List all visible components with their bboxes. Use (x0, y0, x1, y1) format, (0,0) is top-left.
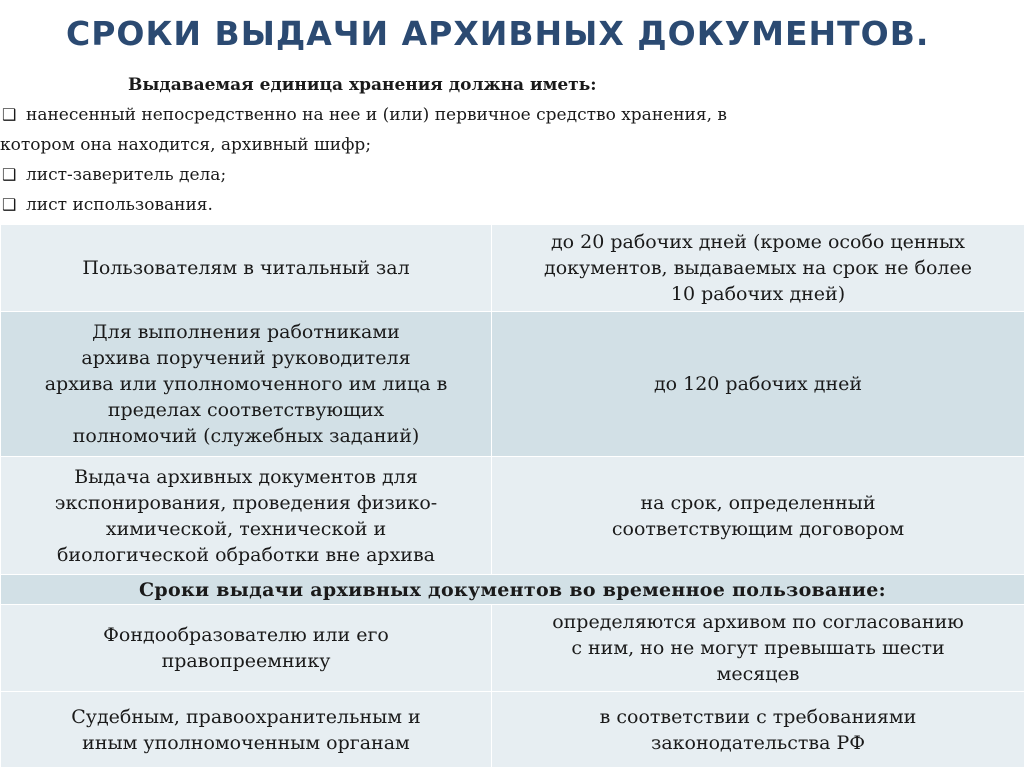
cell-line: на срок, определенный (640, 492, 875, 514)
intro-item-line: лист использования. (26, 195, 213, 215)
cell-line: определяются архивом по согласованию (552, 611, 964, 633)
term-cell (492, 312, 1024, 457)
cell-line: Судебным, правоохранительным и (71, 706, 420, 728)
recipient-cell (1, 457, 492, 575)
intro-lead: Выдаваемая единица хранения должна иметь: (0, 70, 1024, 100)
recipient-cell (1, 312, 492, 457)
checkbox-bullet-icon: ❑ (2, 190, 16, 220)
table-row (1, 692, 1024, 768)
term-cell (492, 225, 1024, 312)
section-heading-row (1, 575, 1024, 605)
intro-item (0, 190, 1024, 220)
term-cell (492, 457, 1024, 575)
cell-line: до 120 рабочих дней (654, 373, 862, 395)
cell-line: месяцев (717, 663, 800, 685)
intro-item-line: котором она находится, архивный шифр; (0, 135, 371, 155)
slide-title: СРОКИ ВЫДАЧИ АРХИВНЫХ ДОКУМЕНТОВ. (66, 14, 1006, 53)
intro-item-line: лист-заверитель дела; (26, 165, 226, 185)
intro-item (0, 160, 1024, 190)
checkbox-bullet-icon: ❑ (2, 160, 16, 190)
cell-line: законодательства РФ (651, 732, 865, 754)
cell-line: до 20 рабочих дней (кроме особо ценных (551, 231, 965, 253)
cell-line: пределах соответствующих (108, 399, 384, 421)
cell-line: Фондообразователю или его (103, 624, 389, 646)
cell-line: полномочий (служебных заданий) (73, 425, 420, 447)
cell-line: архива или уполномоченного им лица в (45, 373, 448, 395)
cell-line: документов, выдаваемых на срок не более (544, 257, 972, 279)
cell-line: Пользователям в читальный зал (82, 257, 409, 279)
cell-line: правопреемнику (162, 650, 331, 672)
table-row (1, 225, 1024, 312)
table-row (1, 457, 1024, 575)
cell-line: иным уполномоченным органам (82, 732, 410, 754)
terms-table (0, 224, 1024, 768)
cell-line: Выдача архивных документов для (74, 466, 417, 488)
intro-item-line: нанесенный непосредственно на нее и (или) первичное средство хранения, в (26, 105, 727, 125)
recipient-cell (1, 605, 492, 692)
intro-block (0, 70, 1024, 220)
cell-line: Для выполнения работниками (92, 321, 400, 343)
recipient-cell (1, 692, 492, 768)
table-row (1, 605, 1024, 692)
term-cell (492, 605, 1024, 692)
cell-line: архива поручений руководителя (81, 347, 410, 369)
cell-line: биологической обработки вне архива (57, 544, 435, 566)
checkbox-bullet-icon: ❑ (2, 100, 16, 130)
cell-line: химической, технической и (106, 518, 386, 540)
cell-line: 10 рабочих дней) (671, 283, 845, 305)
table-row (1, 312, 1024, 457)
recipient-cell (1, 225, 492, 312)
cell-line: с ним, но не могут превышать шести (571, 637, 944, 659)
cell-line: в соответствии с требованиями (600, 706, 917, 728)
section-heading: Сроки выдачи архивных документов во временное пользование: (1, 575, 1024, 605)
cell-line: соответствующим договором (612, 518, 904, 540)
intro-item (0, 100, 1024, 160)
term-cell (492, 692, 1024, 768)
cell-line: экспонирования, проведения физико- (55, 492, 437, 514)
